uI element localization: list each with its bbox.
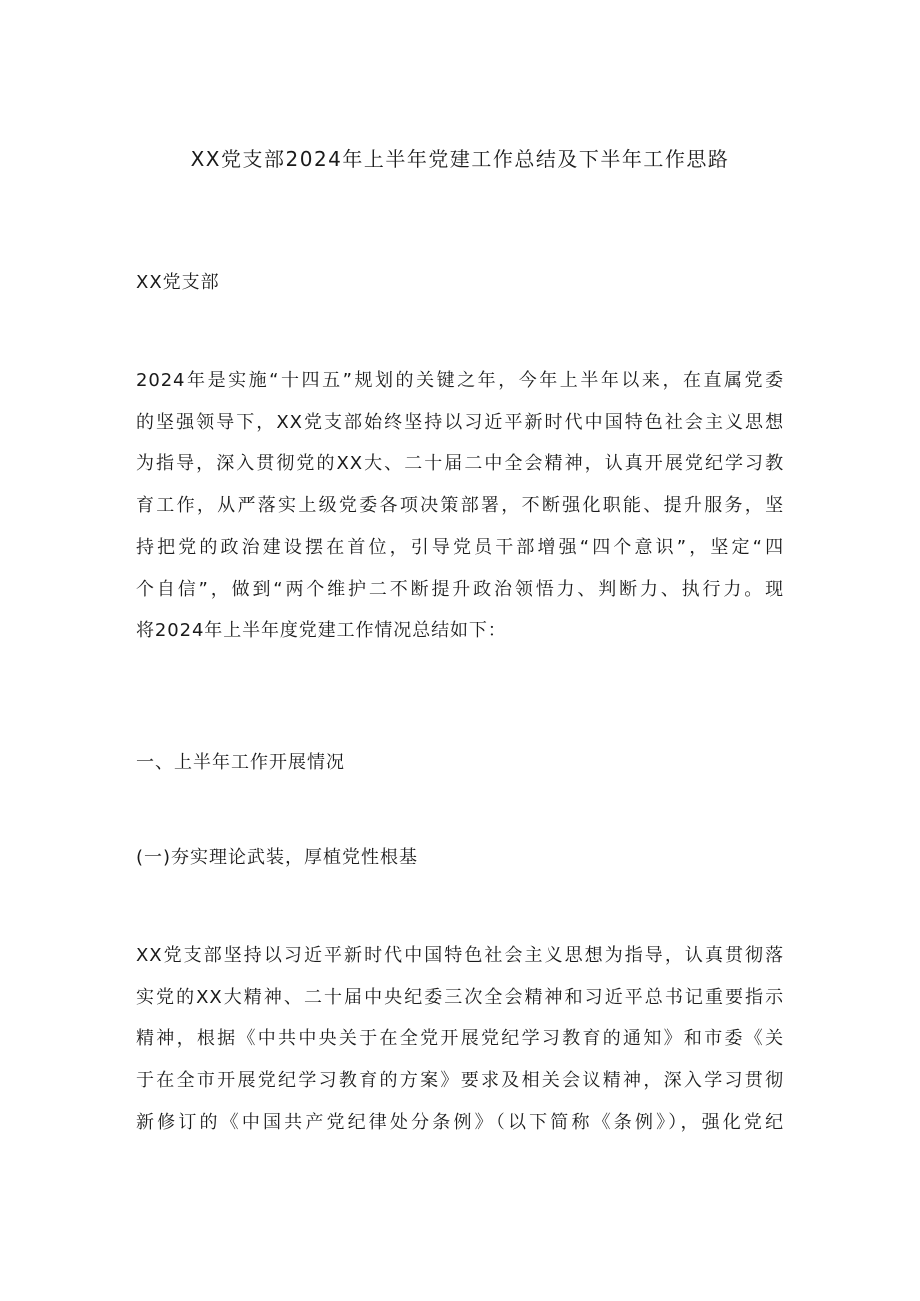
paragraph-line: 新修订的《中国共产党纪律处分条例》（以下简称《条例》），强化党纪 [136,1111,784,1133]
document-title: XX党支部2024年上半年党建工作总结及下半年工作思路 [190,147,730,171]
section-heading: 一、上半年工作开展情况 [136,752,345,773]
paragraph-line: 将2024年上半年度党建工作情况总结如下： [136,620,507,642]
paragraph-line: 于在全市开展党纪学习教育的方案》要求及相关会议精神，深入学习贯彻 [136,1070,784,1092]
paragraph-line: XX党支部坚持以习近平新时代中国特色社会主义思想为指导，认真贯彻落 [136,945,784,966]
paragraph-line: 2024年是实施“十四五”规划的关键之年，今年上半年以来，在直属党委 [136,370,784,391]
paragraph-line: 精神，根据《中共中央关于在全党开展党纪学习教育的通知》和市委《关 [136,1028,784,1050]
subsection-heading: (一)夯实理论武装，厚植党性根基 [136,847,419,868]
paragraph-line: 育工作，从严落实上级党委各项决策部署，不断强化职能、提升服务，坚 [136,495,784,517]
paragraph-line: 个自信”，做到“两个维护二不断提升政治领悟力、判断力、执行力。现 [136,578,784,600]
section-paragraph [136,935,784,1144]
paragraph-line: 的坚强领导下，XX党支部始终坚持以习近平新时代中国特色社会主义思想 [136,411,784,433]
intro-paragraph [136,360,784,652]
paragraph-line: 为指导，深入贯彻党的XX大、二十届二中全会精神，认真开展党纪学习教 [136,453,784,475]
paragraph-line: 持把党的政治建设摆在首位，引导党员干部增强“四个意识”，坚定“四 [136,536,784,558]
organization-name: XX党支部 [136,272,220,293]
paragraph-line: 实党的XX大精神、二十届中央纪委三次全会精神和习近平总书记重要指示 [136,986,784,1008]
